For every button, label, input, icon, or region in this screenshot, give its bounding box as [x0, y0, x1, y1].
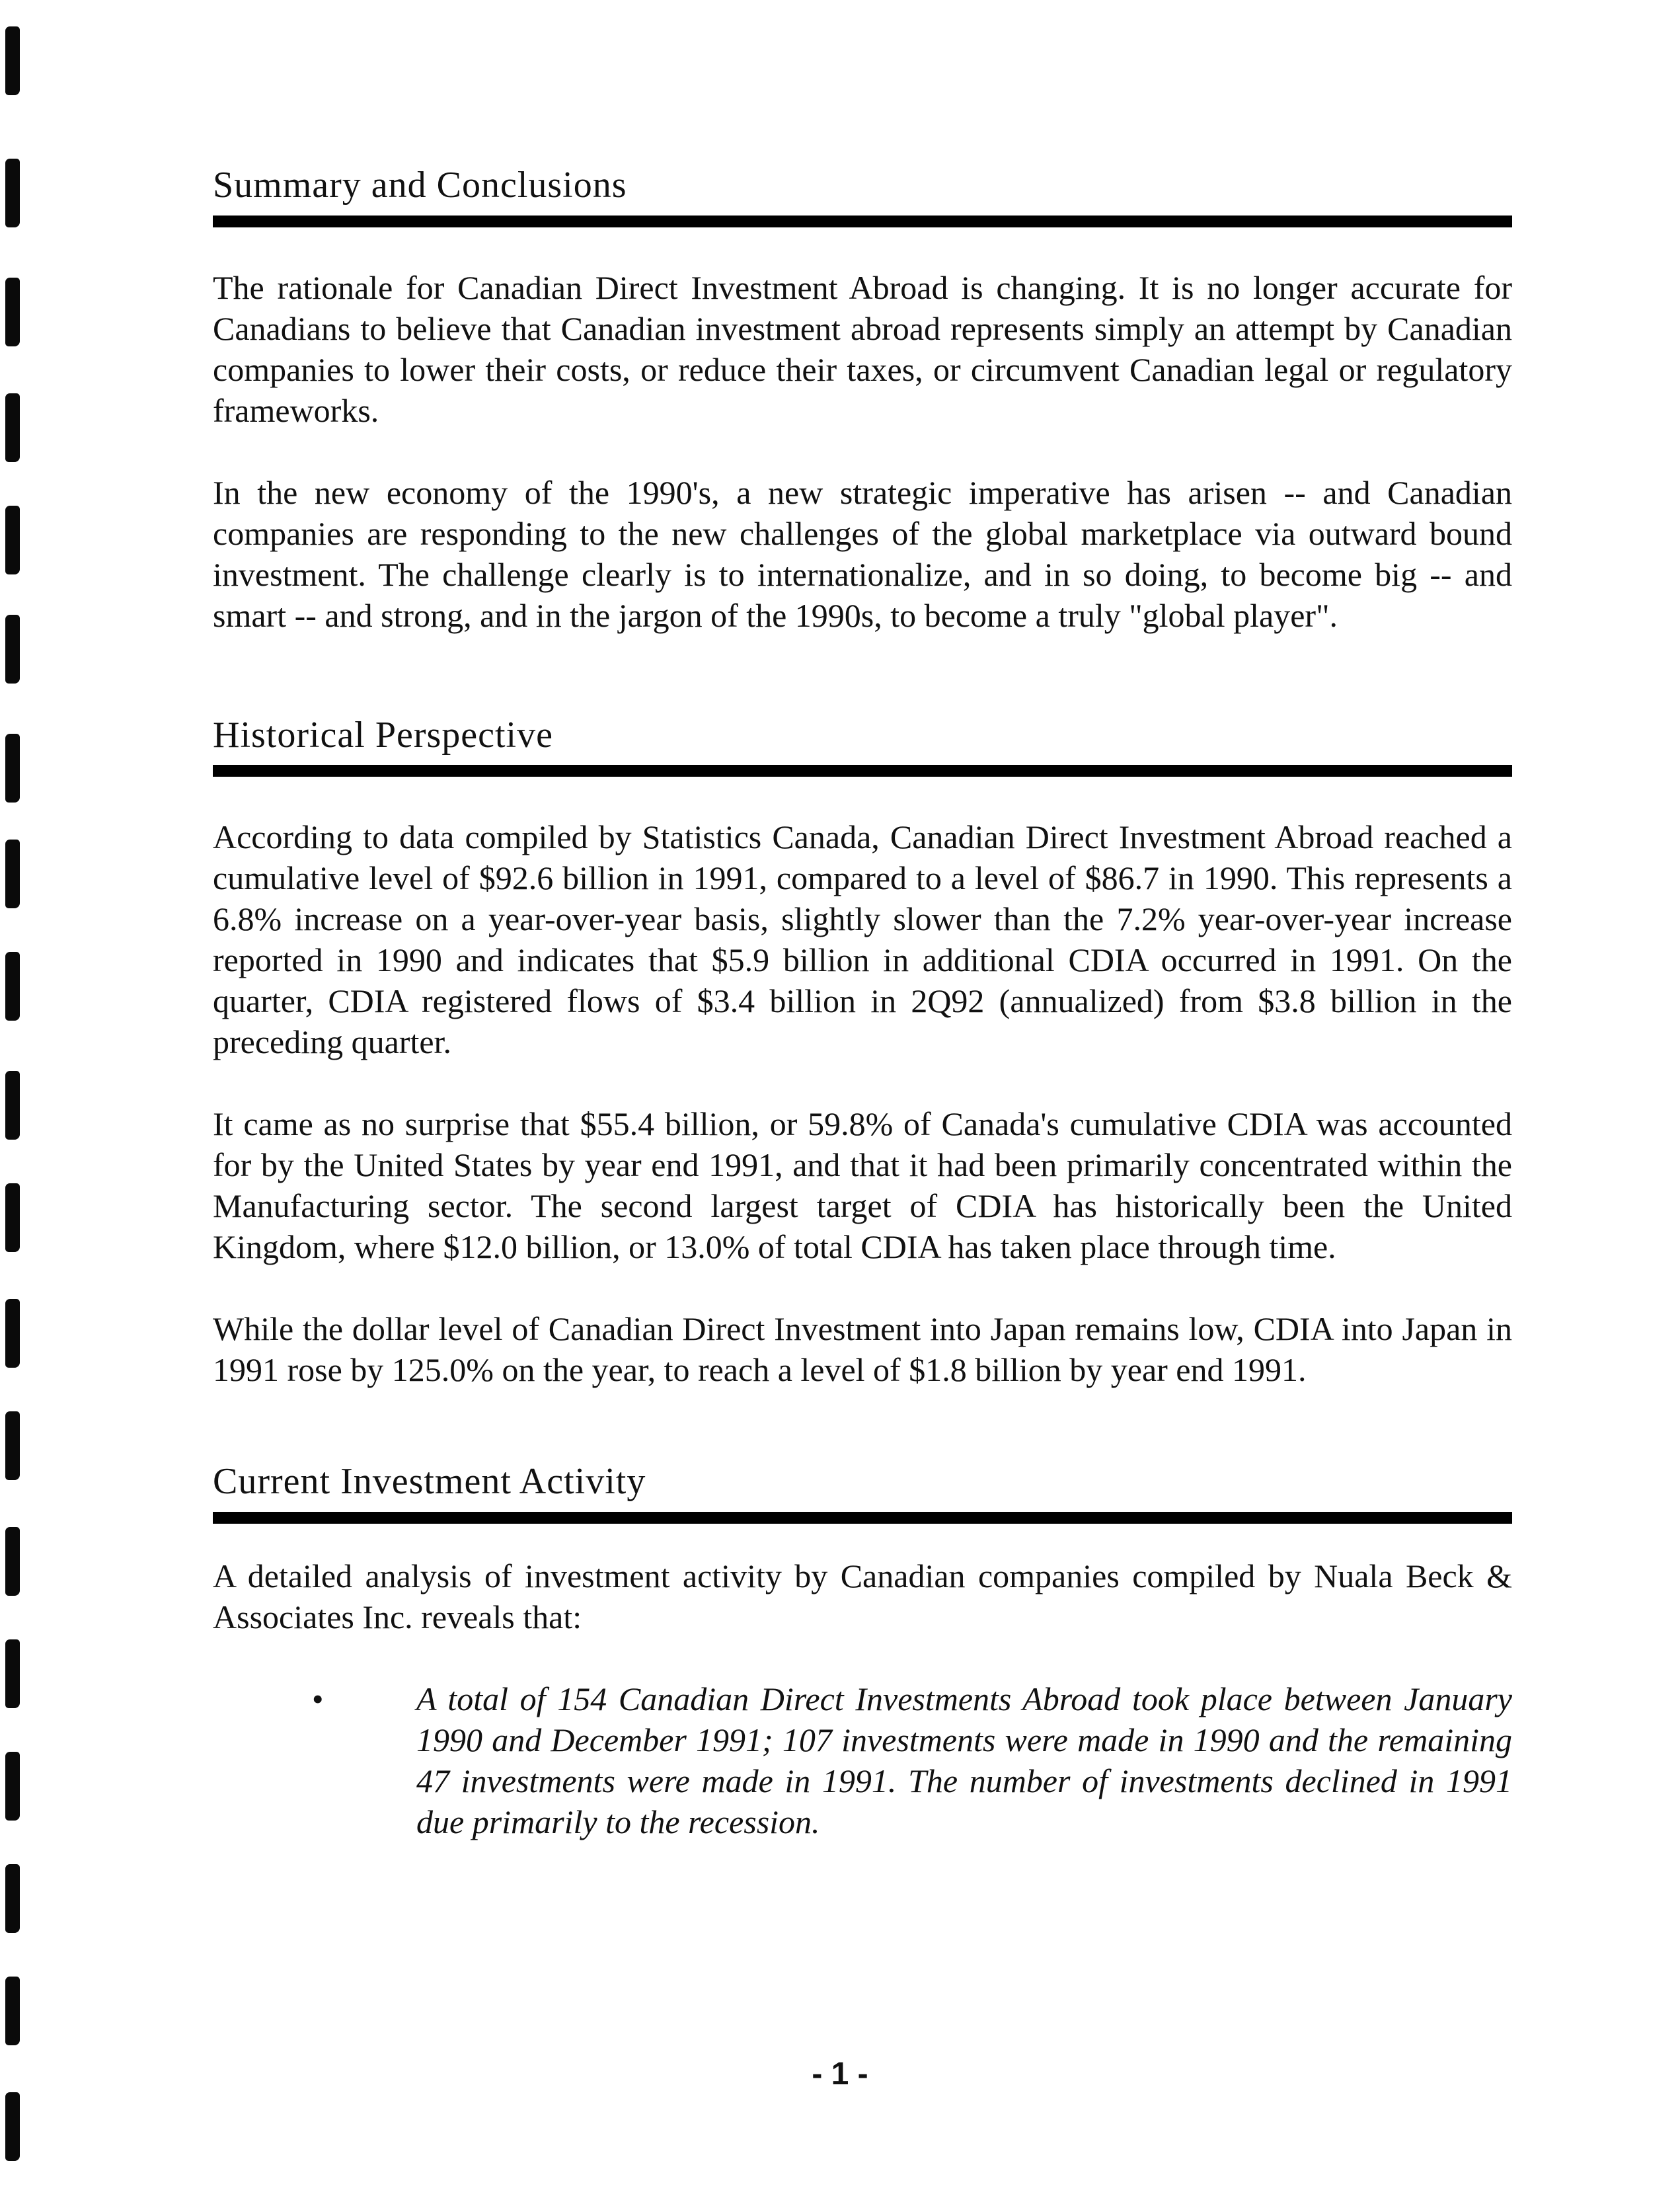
list-item	[213, 1678, 1512, 1842]
binding-mark	[5, 1639, 20, 1708]
binding-mark	[5, 2092, 20, 2161]
section-historical	[213, 715, 1512, 1391]
section-title: Historical Perspective	[213, 714, 553, 756]
binding-mark	[5, 278, 20, 346]
binding-mark	[5, 506, 20, 574]
section-rule	[213, 216, 1512, 227]
binding-mark	[5, 1299, 20, 1368]
document-page	[213, 165, 1512, 1842]
binding-mark	[5, 1183, 20, 1252]
section-rule	[213, 765, 1512, 777]
bullet-list	[213, 1678, 1512, 1842]
binding-mark	[5, 1071, 20, 1140]
paragraph: According to data compiled by Statistics Canada, Canadian Direct Investment Abroad reached a cumulative level of $92.6 billion in 1991, compared to a level of $86.7 in 1990. This represents a 6.8% increase on a year-over-year basis, slightly slower than the 7.2% year-over-year increase reported in 1990 and indicates that $5.9 billion in additional CDIA occurred in 1991. On the quarter, CDIA registered flows of $3.4 billion in 2Q92 (annualized) from $3.8 billion in the preceding quarter.	[213, 818, 1512, 1061]
bullet-text: A total of 154 Canadian Direct Investments Abroad took place between January 1990 and December 1991; 107 investments were made in 1990 and the remaining 47 investments were made in 1991. The number of investments declined in 1991 due primarily to the recession.	[416, 1680, 1512, 1840]
binding-mark	[5, 26, 20, 95]
binding-mark	[5, 615, 20, 684]
section-summary	[213, 165, 1512, 636]
binding-mark	[5, 1527, 20, 1596]
binding-mark	[5, 1411, 20, 1480]
section-title: Summary and Conclusions	[213, 165, 627, 206]
section-title: Current Investment Activity	[213, 1461, 646, 1503]
binding-mark	[5, 840, 20, 908]
binding-mark	[5, 159, 20, 227]
binding-mark	[5, 952, 20, 1021]
binding-mark	[5, 393, 20, 462]
paragraph: In the new economy of the 1990's, a new strategic imperative has arisen -- and Canadian companies are responding to the new challenges of the global marketplace via outward bound investment. The challenge clearly is to internationalize, and in so doing, to become big -- and smart -- and strong, and in the jargon of the 1990s, to become a truly "global player".	[213, 473, 1512, 634]
paragraph: A detailed analysis of investment activity by Canadian companies compiled by Nuala Beck & Associates Inc. reveals that:	[213, 1557, 1512, 1635]
bullet-icon: •	[312, 1680, 324, 1717]
paragraph: It came as no surprise that $55.4 billion, or 59.8% of Canada's cumulative CDIA was accounted for by the United States by year end 1991, and that it had been primarily concentrated within the Manufacturing sector. The second largest target of CDIA has historically been the United Kingdom, where $12.0 billion, or 13.0% of total CDIA has taken place through time.	[213, 1105, 1512, 1266]
binding-mark	[5, 1864, 20, 1933]
paragraph: While the dollar level of Canadian Direct Investment into Japan remains low, CDIA into Japan in 1991 rose by 125.0% on the year, to reach a level of $1.8 billion by year end 1991.	[213, 1310, 1512, 1389]
binding-mark	[5, 734, 20, 803]
paragraph: The rationale for Canadian Direct Investment Abroad is changing. It is no longer accurate for Canadians to believe that Canadian investment abroad represents simply an attempt by Canadian companies to lower their costs, or reduce their taxes, or circumvent Canadian legal or regulatory frameworks.	[213, 268, 1512, 429]
binding-mark	[5, 1977, 20, 2045]
binding-mark	[5, 1752, 20, 1821]
page-number: - 1 -	[812, 2057, 868, 2092]
section-current-activity	[213, 1462, 1512, 1842]
section-rule	[213, 1512, 1512, 1524]
